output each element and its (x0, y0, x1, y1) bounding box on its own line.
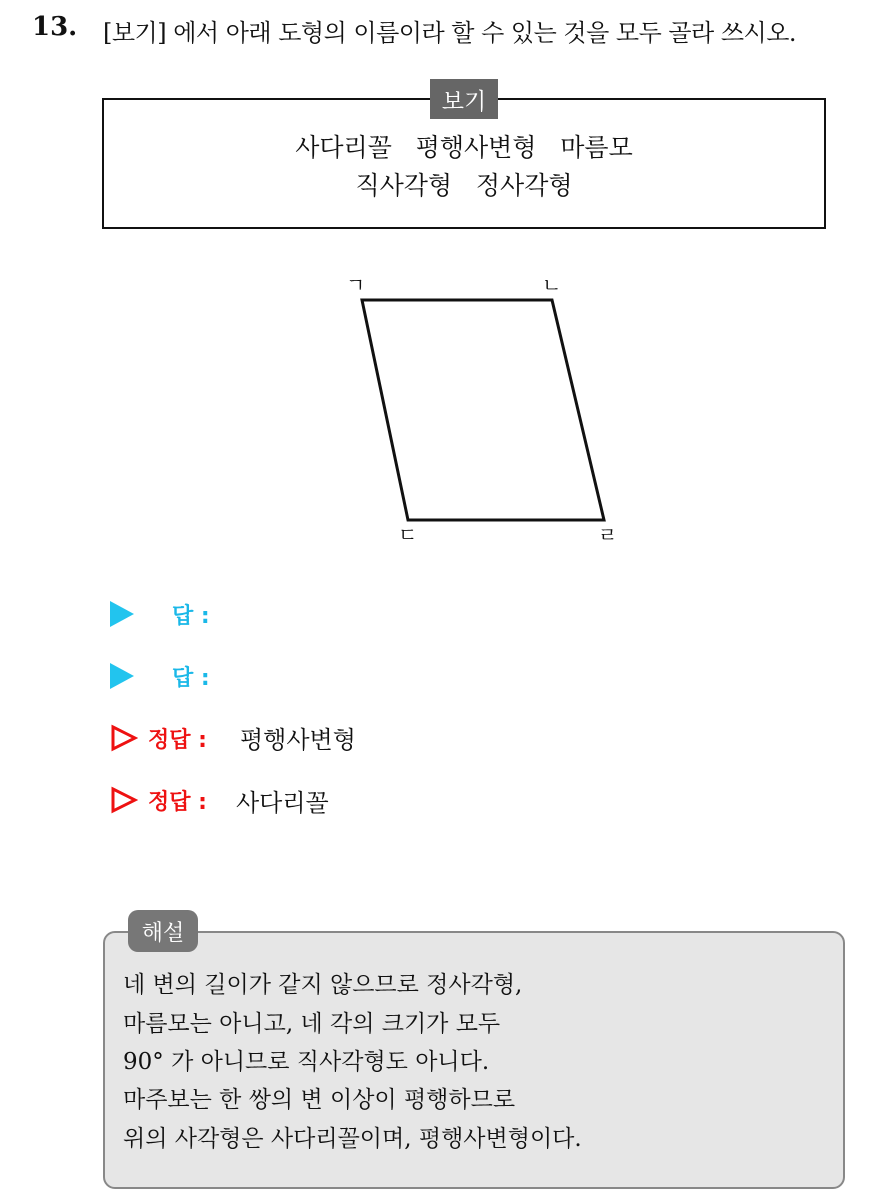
vertex-label-rieul: ㄹ (598, 523, 618, 547)
correct-answer-row-2 (110, 782, 207, 818)
quadrilateral-figure (330, 270, 630, 550)
answer-row-1 (110, 596, 210, 632)
answer-row-2 (110, 658, 210, 694)
vertex-label-nieun: ㄴ (542, 273, 562, 297)
answer-label: 답 : (172, 665, 210, 691)
vertex-label-digeut: ㄷ (398, 523, 418, 547)
explanation-tag: 해설 (128, 910, 198, 952)
outline-triangle-icon (110, 786, 138, 814)
correct-answer-value: 사다리꼴 (236, 789, 329, 817)
question-number: 13. (32, 12, 78, 42)
correct-answer-row-1 (110, 720, 207, 756)
parallelogram-shape (362, 300, 604, 520)
parallelogram-diagram (330, 270, 630, 550)
bogi-options-line2: 직사각형 정사각형 (355, 171, 573, 200)
filled-triangle-icon (110, 663, 134, 689)
explanation-line: 위의 사각형은 사다리꼴이며, 평행사변형이다. (123, 1126, 582, 1152)
explanation-line: 네 변의 길이가 같지 않으므로 정사각형, (123, 972, 523, 998)
bogi-tag: 보기 (430, 79, 498, 119)
filled-triangle-icon (110, 601, 134, 627)
vertex-label-giyeok: ㄱ (346, 273, 366, 297)
explanation-line: 마주보는 한 쌍의 변 이상이 평행하므로 (123, 1087, 516, 1113)
explanation-line: 마름모는 아니고, 네 각의 크기가 모두 (123, 1011, 501, 1037)
bogi-options-line1: 사다리꼴 평행사변형 마름모 (295, 133, 633, 162)
question-text: [보기] 에서 아래 도형의 이름이라 할 수 있는 것을 모두 골라 쓰시오. (103, 19, 797, 47)
correct-answer-value: 평행사변형 (240, 726, 356, 754)
correct-answer-label: 정답 : (148, 727, 207, 753)
correct-answer-label: 정답 : (148, 789, 207, 815)
outline-triangle-icon (110, 724, 138, 752)
explanation-line: 90° 가 아니므로 직사각형도 아니다. (123, 1049, 490, 1075)
answer-label: 답 : (172, 603, 210, 629)
